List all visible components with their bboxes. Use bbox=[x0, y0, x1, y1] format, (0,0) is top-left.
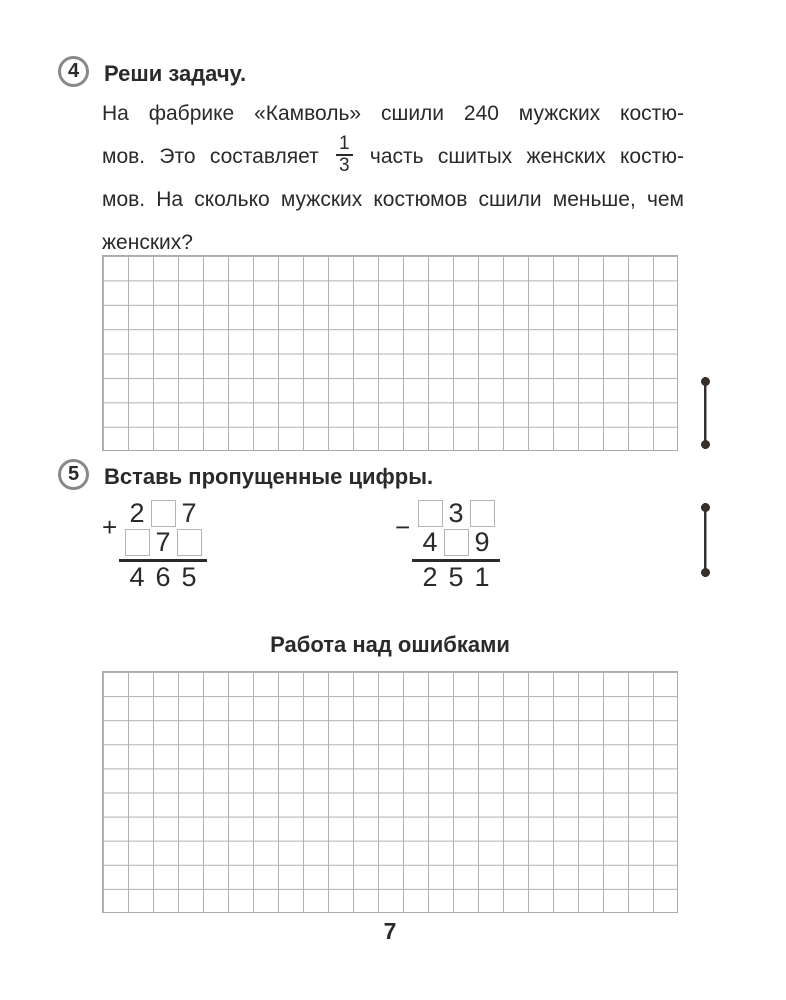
section-heading-work-on-mistakes: Работа над ошибками bbox=[270, 632, 510, 657]
missing-digit-box[interactable] bbox=[418, 500, 443, 527]
problem-text-line-2: мов. Это составляет $\frac{1}{3}$ часть сшитых женских костю- bbox=[102, 133, 684, 177]
missing-digit-box[interactable] bbox=[125, 529, 150, 556]
subtrahend-digit: 4 bbox=[422, 527, 438, 557]
margin-marker-task4 bbox=[701, 377, 710, 449]
missing-digit-box[interactable] bbox=[151, 500, 176, 527]
task4-number-badge bbox=[58, 56, 89, 87]
minus-sign: − bbox=[395, 512, 411, 542]
difference-digit: 5 bbox=[448, 561, 464, 592]
addend-digit: 7 bbox=[155, 527, 171, 557]
missing-digit-box[interactable] bbox=[470, 500, 495, 527]
task5-number: 5 bbox=[67, 463, 80, 485]
missing-digit-box[interactable] bbox=[444, 529, 469, 556]
problem-text-line-3: мов. На сколько мужских костюмов сшили меньше, чем bbox=[102, 188, 684, 211]
task5-title: Вставь пропущенные цифры. bbox=[104, 464, 434, 489]
page-number: 7 bbox=[383, 918, 397, 944]
plus-sign: + bbox=[102, 512, 118, 542]
task4-number: 4 bbox=[67, 60, 80, 82]
task5-number-badge bbox=[58, 459, 89, 490]
addition-problem bbox=[102, 498, 202, 592]
work-grid-errors[interactable] bbox=[102, 671, 678, 913]
sum-digit: 6 bbox=[155, 561, 171, 592]
minuend-digit: 3 bbox=[448, 498, 464, 528]
task4-problem-text bbox=[102, 92, 684, 264]
sum-digit: 5 bbox=[181, 561, 197, 592]
margin-marker-task5 bbox=[701, 503, 710, 577]
problem-text-line-1: На фабрике «Камволь» сшили 240 мужских костю- bbox=[102, 102, 684, 125]
problem-text-line-4: женских? bbox=[102, 231, 193, 254]
subtrahend-digit: 9 bbox=[474, 527, 490, 557]
fraction-denominator: 3 bbox=[336, 154, 353, 176]
missing-digit-box[interactable] bbox=[177, 529, 202, 556]
difference-digit: 1 bbox=[474, 561, 490, 592]
fraction-numerator: 1 bbox=[339, 133, 350, 155]
sum-digit: 4 bbox=[129, 561, 145, 592]
difference-digit: 2 bbox=[422, 561, 438, 592]
addend-digit: 2 bbox=[129, 498, 145, 528]
fraction-one-third bbox=[336, 134, 353, 176]
work-grid-task4[interactable] bbox=[102, 255, 678, 451]
subtraction-problem bbox=[395, 498, 495, 592]
task4-title: Реши задачу. bbox=[104, 61, 247, 86]
addend-digit: 7 bbox=[181, 498, 197, 528]
